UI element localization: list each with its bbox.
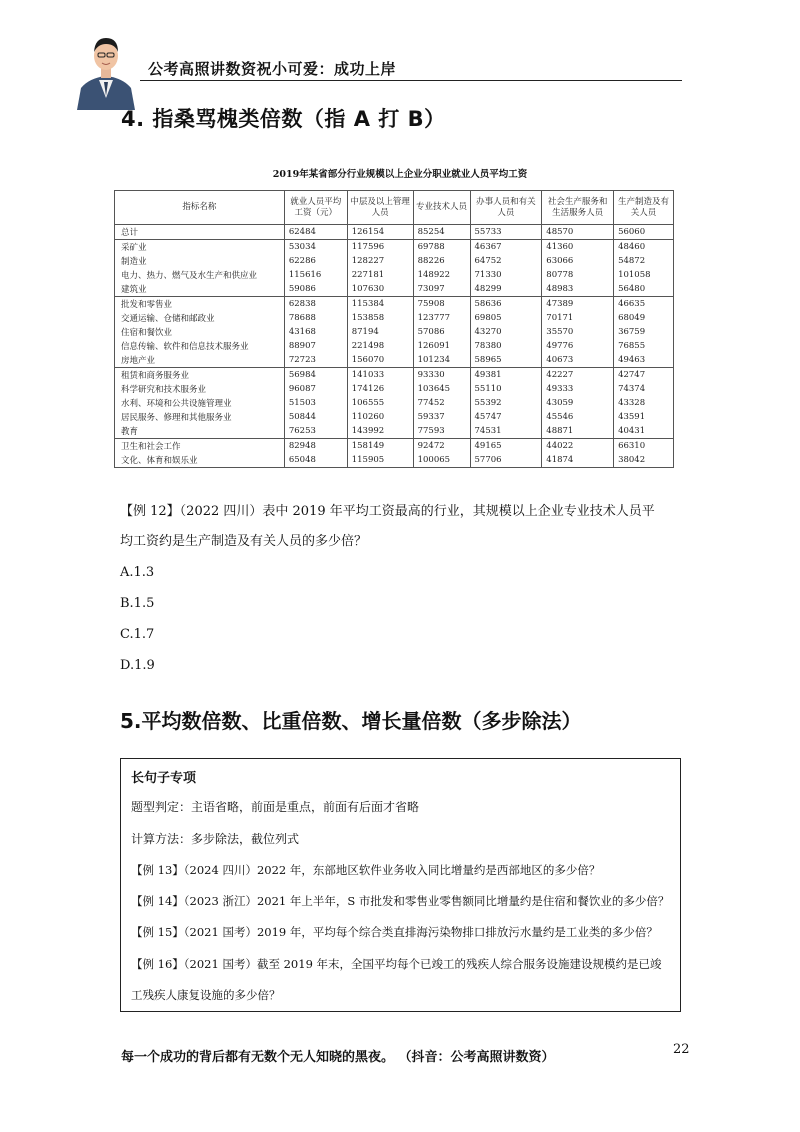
wage-cell: 141033 <box>347 368 413 383</box>
wage-cell: 49381 <box>470 368 542 383</box>
wage-cell: 62838 <box>284 297 347 312</box>
wage-cell: 48570 <box>542 225 614 240</box>
industry-name-cell: 水利、环境和公共设施管理业 <box>115 396 285 410</box>
wage-cell: 49463 <box>614 353 674 368</box>
wage-cell: 74531 <box>470 424 542 439</box>
wage-cell: 46367 <box>470 240 542 255</box>
wage-cell: 48460 <box>614 240 674 255</box>
wage-cell: 76253 <box>284 424 347 439</box>
wage-cell: 48983 <box>542 282 614 297</box>
option-a: A.1.3 <box>120 565 155 580</box>
question-text-cont: 均工资约是生产制造及有关人员的多少倍？ <box>120 534 368 549</box>
table-row <box>115 396 674 410</box>
industry-name-cell: 房地产业 <box>115 353 285 368</box>
wage-cell: 70171 <box>542 311 614 325</box>
wage-cell: 77593 <box>413 424 470 439</box>
wage-cell: 115905 <box>347 453 413 468</box>
wage-cell: 55392 <box>470 396 542 410</box>
wage-cell: 110260 <box>347 410 413 424</box>
table-row <box>115 382 674 396</box>
wage-cell: 73097 <box>413 282 470 297</box>
table-row <box>115 368 674 383</box>
wage-cell: 128227 <box>347 254 413 268</box>
wage-cell: 78688 <box>284 311 347 325</box>
wage-cell: 158149 <box>347 439 413 454</box>
wage-cell: 78380 <box>470 339 542 353</box>
wage-cell: 53034 <box>284 240 347 255</box>
wage-cell: 96087 <box>284 382 347 396</box>
wage-cell: 57086 <box>413 325 470 339</box>
wage-cell: 50844 <box>284 410 347 424</box>
wage-cell: 43059 <box>542 396 614 410</box>
wage-cell: 48871 <box>542 424 614 439</box>
table-row <box>115 297 674 312</box>
page-number: 22 <box>673 1042 690 1057</box>
wage-cell: 36759 <box>614 325 674 339</box>
wage-cell: 117596 <box>347 240 413 255</box>
table-row <box>115 410 674 424</box>
wage-cell: 43270 <box>470 325 542 339</box>
industry-name-cell: 居民服务、修理和其他服务业 <box>115 410 285 424</box>
table-row <box>115 268 674 282</box>
example-15: 【例 15】（2021 国考）2019 年，平均每个综合类直排海污染物排口排放污水量约是工业类的多少倍？ <box>131 925 658 939</box>
column-header: 就业人员平均工资（元） <box>284 191 347 225</box>
column-header: 指标名称 <box>115 191 285 225</box>
wage-cell: 57706 <box>470 453 542 468</box>
wage-cell: 123777 <box>413 311 470 325</box>
wage-cell: 72723 <box>284 353 347 368</box>
wage-table <box>114 190 674 468</box>
wage-cell: 115616 <box>284 268 347 282</box>
wage-cell: 107630 <box>347 282 413 297</box>
wage-cell: 56984 <box>284 368 347 383</box>
wage-cell: 76855 <box>614 339 674 353</box>
wage-cell: 40431 <box>614 424 674 439</box>
option-d: D.1.9 <box>120 658 155 673</box>
wage-cell: 103645 <box>413 382 470 396</box>
table-row <box>115 353 674 368</box>
column-header: 专业技术人员 <box>413 191 470 225</box>
wage-cell: 80778 <box>542 268 614 282</box>
wage-cell: 64752 <box>470 254 542 268</box>
table-row <box>115 240 674 255</box>
wage-cell: 82948 <box>284 439 347 454</box>
wage-cell: 42747 <box>614 368 674 383</box>
example-14: 【例 14】（2023 浙江）2021 年上半年，S 市批发和零售业零售额同比增量约是住宿和餐饮业的多少倍？ <box>131 894 670 908</box>
wage-cell: 153858 <box>347 311 413 325</box>
wage-cell: 143992 <box>347 424 413 439</box>
wage-cell: 87194 <box>347 325 413 339</box>
wage-cell: 47389 <box>542 297 614 312</box>
industry-name-cell: 信息传输、软件和信息技术服务业 <box>115 339 285 353</box>
wage-cell: 38042 <box>614 453 674 468</box>
table-row <box>115 453 674 468</box>
wage-cell: 69805 <box>470 311 542 325</box>
wage-cell: 101234 <box>413 353 470 368</box>
box-title: 长句子专项 <box>131 771 197 786</box>
industry-name-cell: 文化、体育和娱乐业 <box>115 453 285 468</box>
table-row <box>115 254 674 268</box>
box-method: 计算方法：多步除法，截位列式 <box>131 832 300 846</box>
wage-cell: 49776 <box>542 339 614 353</box>
table-row <box>115 325 674 339</box>
industry-name-cell: 卫生和社会工作 <box>115 439 285 454</box>
wage-cell: 56060 <box>614 225 674 240</box>
column-header: 生产制造及有关人员 <box>614 191 674 225</box>
wage-cell: 126091 <box>413 339 470 353</box>
presenter-photo <box>75 32 137 110</box>
wage-cell: 49333 <box>542 382 614 396</box>
wage-cell: 88226 <box>413 254 470 268</box>
wage-cell: 55733 <box>470 225 542 240</box>
wage-cell: 69788 <box>413 240 470 255</box>
wage-cell: 156070 <box>347 353 413 368</box>
wage-cell: 46635 <box>614 297 674 312</box>
wage-cell: 41874 <box>542 453 614 468</box>
wage-cell: 227181 <box>347 268 413 282</box>
header-slogan: 公考高照讲数资祝小可爱：成功上岸 <box>148 60 397 78</box>
option-c: C.1.7 <box>120 627 155 642</box>
wage-cell: 62484 <box>284 225 347 240</box>
wage-cell: 174126 <box>347 382 413 396</box>
wage-cell: 74374 <box>614 382 674 396</box>
industry-name-cell: 住宿和餐饮业 <box>115 325 285 339</box>
table-row <box>115 225 674 240</box>
wage-cell: 77452 <box>413 396 470 410</box>
wage-cell: 101058 <box>614 268 674 282</box>
wage-cell: 92472 <box>413 439 470 454</box>
wage-cell: 66310 <box>614 439 674 454</box>
table-header-row <box>115 191 674 225</box>
wage-cell: 126154 <box>347 225 413 240</box>
wage-cell: 88907 <box>284 339 347 353</box>
wage-cell: 75908 <box>413 297 470 312</box>
wage-cell: 48299 <box>470 282 542 297</box>
wage-cell: 45546 <box>542 410 614 424</box>
box-type-rule: 题型判定：主语省略，前面是重点，前面有后面才省略 <box>131 800 420 814</box>
column-header: 中层及以上管理人员 <box>347 191 413 225</box>
industry-name-cell: 制造业 <box>115 254 285 268</box>
table-title: 2019年某省部分行业规模以上企业分职业就业人员平均工资 <box>272 169 528 180</box>
example-16-cont: 工残疾人康复设施的多少倍？ <box>131 988 281 1002</box>
industry-name-cell: 交通运输、仓储和邮政业 <box>115 311 285 325</box>
wage-cell: 71330 <box>470 268 542 282</box>
wage-cell: 49165 <box>470 439 542 454</box>
wage-cell: 41360 <box>542 240 614 255</box>
wage-cell: 40673 <box>542 353 614 368</box>
long-sentence-box <box>120 758 681 1012</box>
table-row <box>115 311 674 325</box>
section-4-heading: 4. 指桑骂槐类倍数（指 A 打 B） <box>121 107 446 131</box>
wage-cell: 65048 <box>284 453 347 468</box>
wage-cell: 54872 <box>614 254 674 268</box>
industry-name-cell: 租赁和商务服务业 <box>115 368 285 383</box>
industry-name-cell: 电力、热力、燃气及水生产和供应业 <box>115 268 285 282</box>
wage-cell: 85254 <box>413 225 470 240</box>
industry-name-cell: 总计 <box>115 225 285 240</box>
wage-cell: 42227 <box>542 368 614 383</box>
column-header: 社会生产服务和生活服务人员 <box>542 191 614 225</box>
wage-cell: 35570 <box>542 325 614 339</box>
column-header: 办事人员和有关人员 <box>470 191 542 225</box>
wage-cell: 68049 <box>614 311 674 325</box>
industry-name-cell: 教育 <box>115 424 285 439</box>
table-row <box>115 439 674 454</box>
wage-cell: 43328 <box>614 396 674 410</box>
table-row <box>115 339 674 353</box>
wage-cell: 221498 <box>347 339 413 353</box>
section-5-heading: 5.平均数倍数、比重倍数、增长量倍数（多步除法） <box>120 709 582 733</box>
wage-cell: 100065 <box>413 453 470 468</box>
question-text: 【例 12】（2022 四川）表中 2019 年平均工资最高的行业，其规模以上企业专业技术人员平 <box>120 504 655 519</box>
option-b: B.1.5 <box>120 596 155 611</box>
wage-cell: 59086 <box>284 282 347 297</box>
footer-motto: 每一个成功的背后都有无数个无人知晓的黑夜。 （抖音：公考高照讲数资） <box>121 1050 555 1065</box>
wage-cell: 56480 <box>614 282 674 297</box>
example-13: 【例 13】（2024 四川）2022 年，东部地区软件业务收入同比增量约是西部地区的多少倍？ <box>131 863 601 877</box>
wage-cell: 55110 <box>470 382 542 396</box>
wage-cell: 93330 <box>413 368 470 383</box>
industry-name-cell: 建筑业 <box>115 282 285 297</box>
wage-cell: 62286 <box>284 254 347 268</box>
industry-name-cell: 批发和零售业 <box>115 297 285 312</box>
example-16: 【例 16】（2021 国考）截至 2019 年末，全国平均每个已竣工的残疾人综合服务设施建设规模约是已竣 <box>131 957 662 971</box>
wage-cell: 45747 <box>470 410 542 424</box>
table-row <box>115 282 674 297</box>
wage-cell: 58636 <box>470 297 542 312</box>
wage-cell: 115384 <box>347 297 413 312</box>
industry-name-cell: 科学研究和技术服务业 <box>115 382 285 396</box>
wage-cell: 43168 <box>284 325 347 339</box>
wage-cell: 44022 <box>542 439 614 454</box>
industry-name-cell: 采矿业 <box>115 240 285 255</box>
wage-cell: 51503 <box>284 396 347 410</box>
wage-cell: 63066 <box>542 254 614 268</box>
wage-cell: 58965 <box>470 353 542 368</box>
wage-cell: 59337 <box>413 410 470 424</box>
table-row <box>115 424 674 439</box>
header-divider <box>140 80 682 81</box>
wage-cell: 106555 <box>347 396 413 410</box>
wage-cell: 148922 <box>413 268 470 282</box>
wage-cell: 43591 <box>614 410 674 424</box>
